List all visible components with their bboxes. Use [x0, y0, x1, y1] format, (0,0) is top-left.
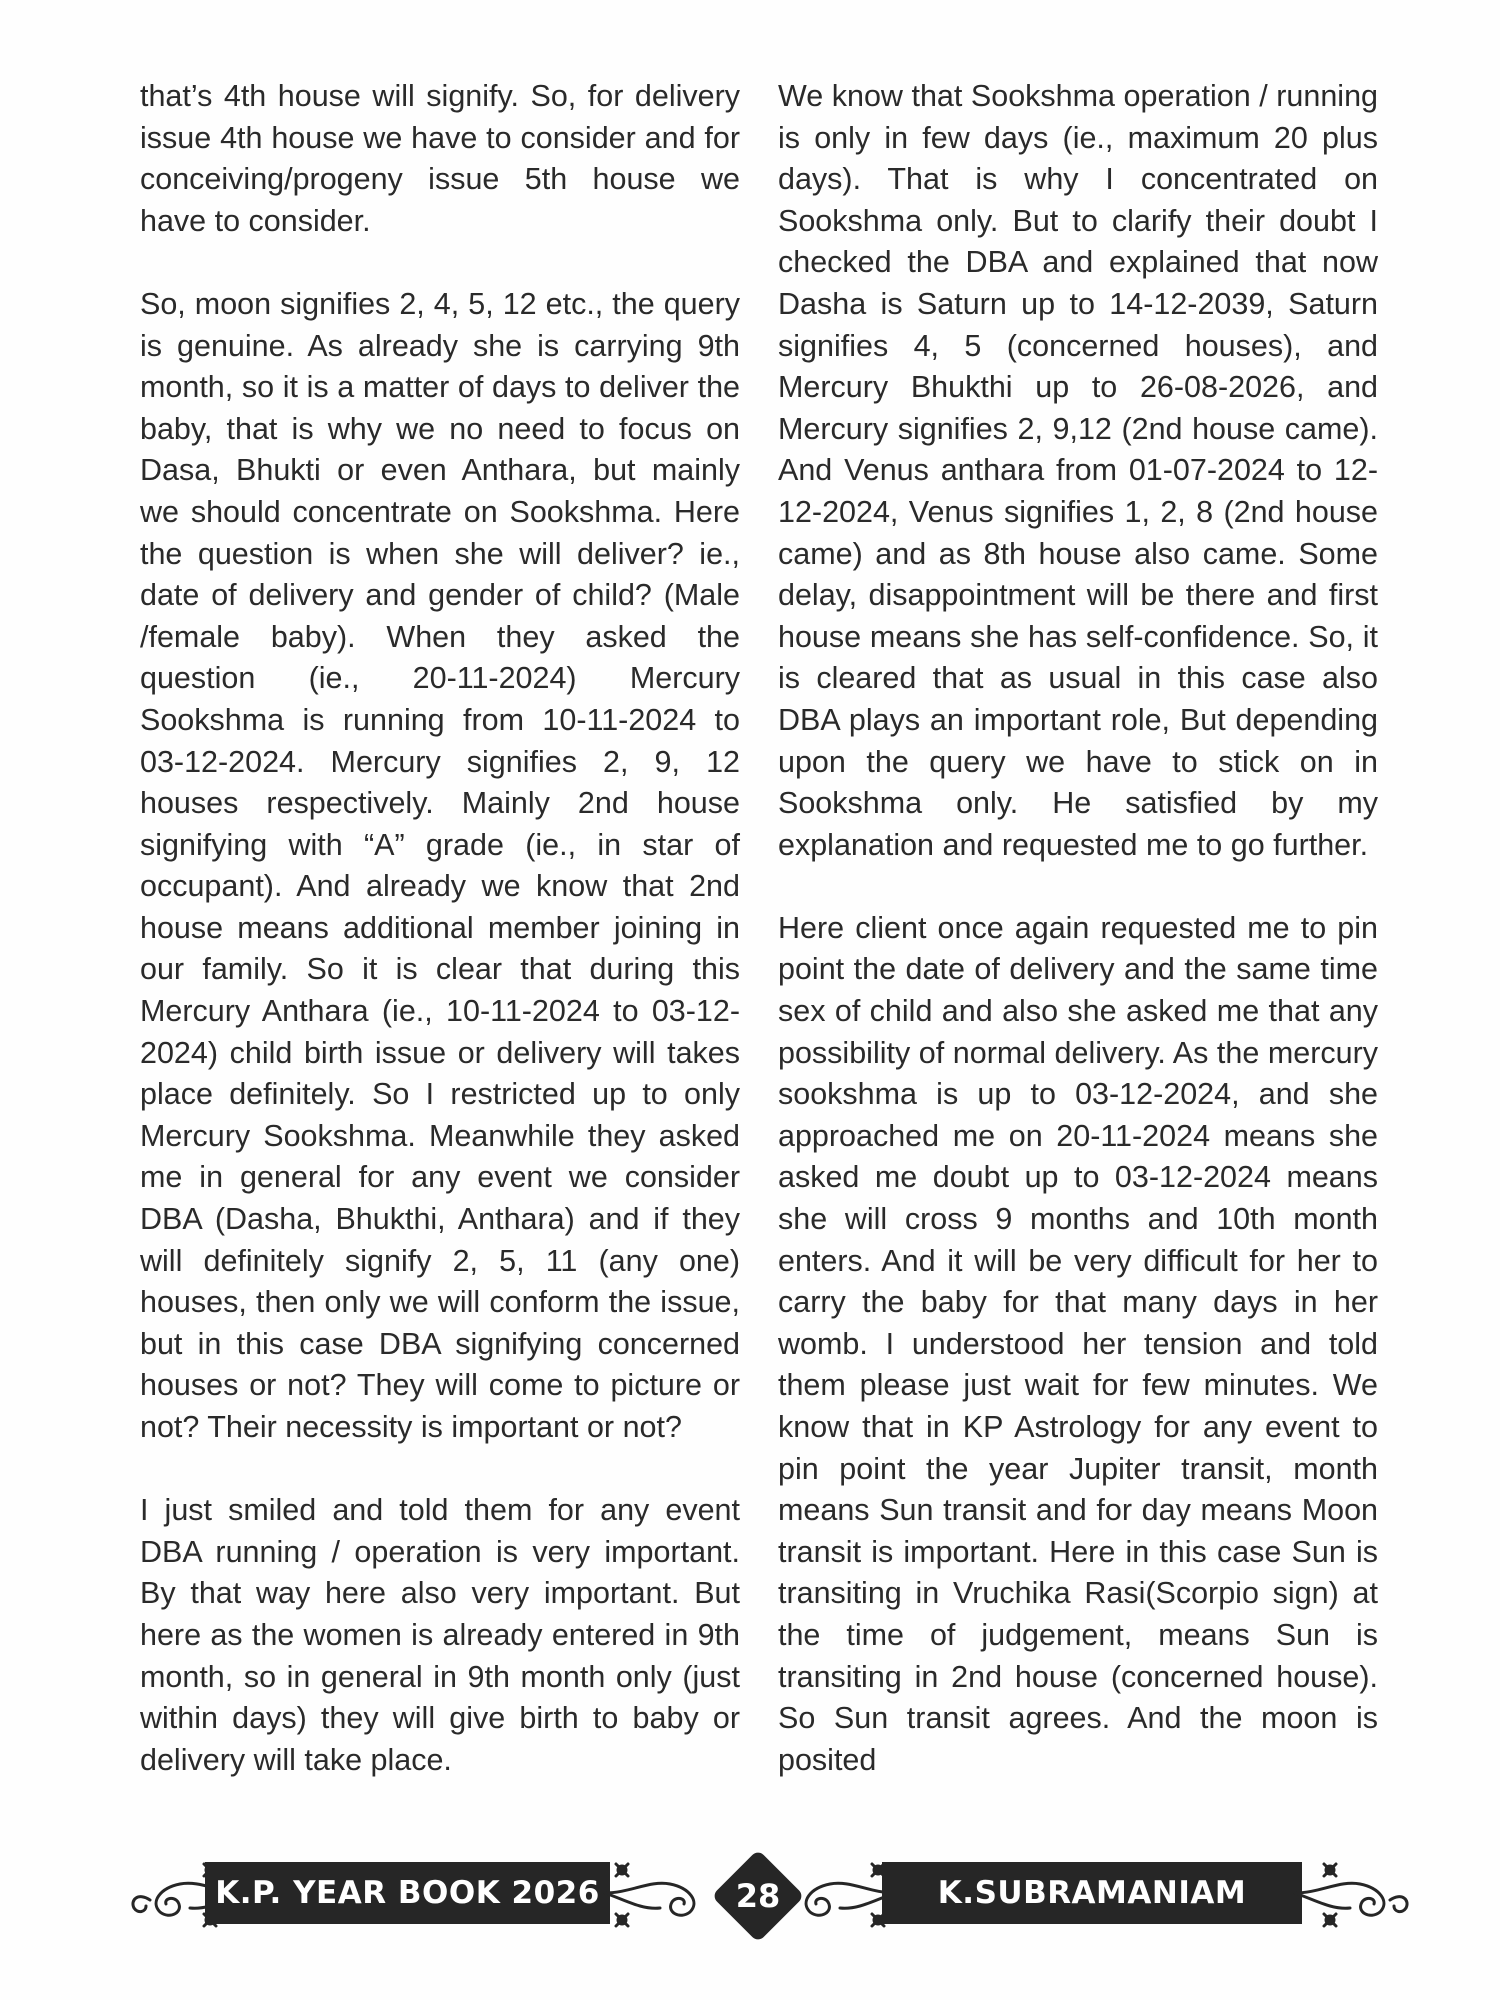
center-right-swirl-ornament-icon	[770, 1840, 900, 1950]
page-footer	[0, 1840, 1500, 1950]
right-swirl-ornament-icon	[1290, 1840, 1420, 1950]
right-column	[778, 76, 1378, 1781]
right-paragraph-2: Here client once again requested me to pin point the date of delivery and the same time sex of child and also she asked me that any possibility of normal delivery. As the mercury sookshma is up to 03-12-2024, and she approached me on 20-11-2024 means she asked me doubt up to 03-12-2024 means she will cross 9 months and 10th month enters. And it will be very difficult for her to carry the baby for that many days in her womb. I understood her tension and told them please just wait for few minutes. We know that in KP Astrology for any event to pin point the year Jupiter transit, month means Sun transit and for day means Moon transit is important. Here in this case Sun is transiting in Vruchika Rasi(Scorpio sign) at the time of judgement, means Sun is transiting in 2nd house (concerned house). So Sun transit agrees. And the moon is posited	[778, 910, 1378, 1777]
left-paragraph-1: that’s 4th house will signify. So, for delivery issue 4th house we have to consider and for conceiving/progeny issue 5th house we have to consider.	[140, 79, 740, 238]
left-paragraph-3: I just smiled and told them for any event DBA running / operation is very important. By that way here also very important. But here as the women is already entered in 9th month, so in general in 9th month only (just within days) they will give birth to baby or delivery will take place.	[140, 1493, 740, 1777]
author-banner	[882, 1862, 1302, 1924]
left-column	[140, 76, 740, 1781]
page-number: 28	[735, 1877, 781, 1915]
book-title-banner	[205, 1862, 610, 1924]
author-name: K.SUBRAMANIAM	[937, 1875, 1247, 1911]
book-title: K.P. YEAR BOOK 2026	[215, 1875, 600, 1911]
left-paragraph-2: So, moon signifies 2, 4, 5, 12 etc., the query is genuine. As already she is carrying 9th month, so it is a matter of days to deliver the baby, that is why we no need to focus on Dasa, Bhukti or even Anthara, but mainly we should concentrate on Sookshma. Here the question is when she will deliver? ie., date of delivery and gender of child? (Male /female baby). When they asked the question (ie., 20-11-2024) Mercury Sookshma is running from 10-11-2024 to 03-12-2024. Mercury signifies 2, 9, 12 houses respectively. Mainly 2nd house signifying with “A” grade (ie., in star of occupant). And already we know that 2nd house means additional member joining in our family. So it is clear that during this Mercury Anthara (ie., 10-11-2024 to 03-12-2024) child birth issue or delivery will takes place definitely. So I restricted up to only Mercury Sookshma. Meanwhile they asked me in general for any event we consider DBA (Dasha, Bhukthi, Anthara) and if they will definitely signify 2, 5, 11 (any one) houses, then only we will conform the issue, but in this case DBA signifying concerned houses or not? They will come to picture or not? Their necessity is important or not?	[140, 286, 740, 1444]
right-paragraph-1: We know that Sookshma operation / running is only in few days (ie., maximum 20 plus days). That is why I concentrated on Sookshma only. But to clarify their doubt I checked the DBA and explained that now Dasha is Saturn up to 14-12-2039, Saturn signifies 4, 5 (concerned houses), and Mercury Bhukthi up to 26-08-2026, and Mercury signifies 2, 9,12 (2nd house came). And Venus anthara from 01-07-2024 to 12-12-2024, Venus signifies 1, 2, 8 (2nd house came) and as 8th house also came. Some delay, disappointment will be there and first house means she has self-confidence. So, it is cleared that as usual in this case also DBA plays an important role, But depending upon the query we have to stick on in Sookshma only. He satisfied by my explanation and requested me to go further.	[778, 79, 1378, 862]
